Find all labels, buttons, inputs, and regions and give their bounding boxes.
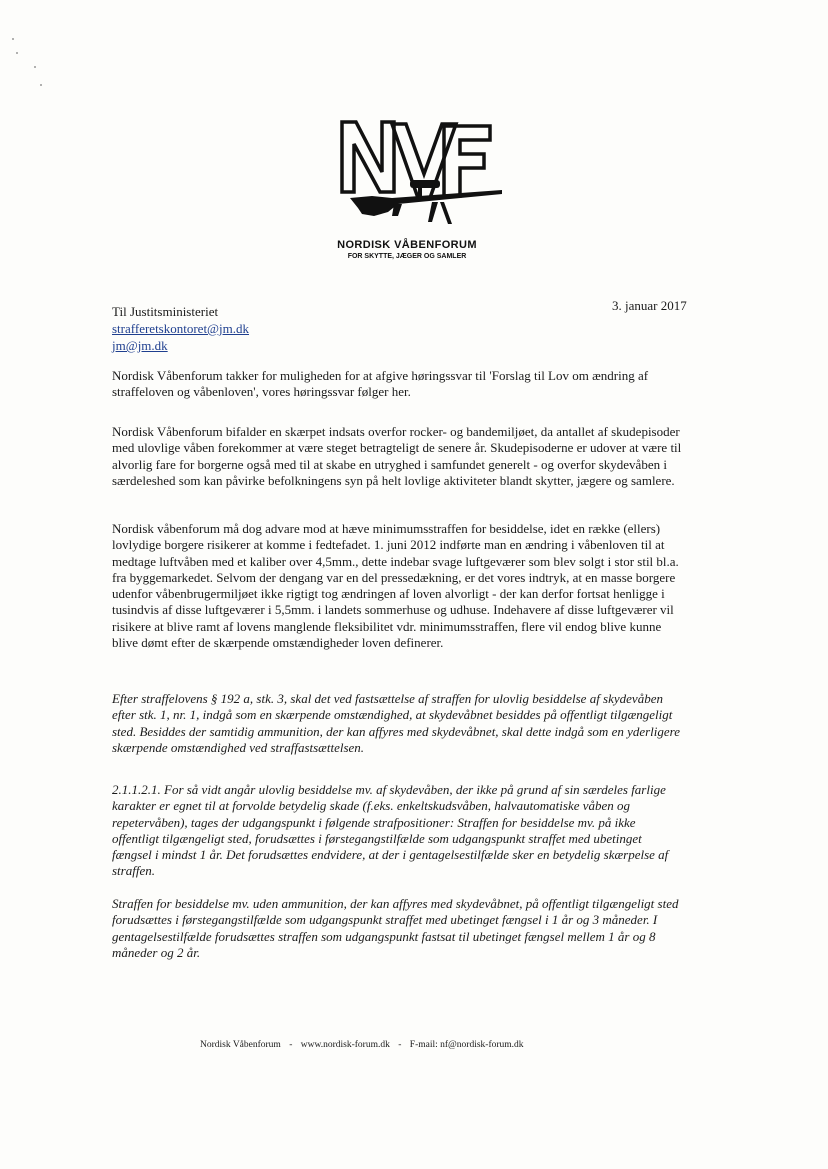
paragraph-text: Efter straffelovens § 192 a, stk. 3, skal det ved fastsættelse af straffen for ulovlig besiddelse af skydevåben efter stk. 1, nr. 1, indgå som en skærpende omstændighed, at skydevåbnet besiddes på offentligt tilgængeligt sted. Besiddes der samtidig ammunition, der kan affyres med skydevåbnet, skal dette indgå som en yderligere skærpende omstændighed ved straffastsættelsen.	[112, 691, 681, 755]
footer-separator: -	[289, 1040, 293, 1050]
paragraph-text: Straffen for besiddelse mv. uden ammunition, der kan affyres med skydevåbnet, på offentligt tilgængeligt sted forudsættes i førstegangstilfælde som udgangspunkt straffet med ubetinget fængsel i 1 år og 3 måneder. I gentagelsestilfælde forudsættes straffen som udgangspunkt fastsat til ubetinget fængsel mellem 1 år og 8 måneder og 2 år.	[112, 896, 679, 960]
body-paragraph	[112, 424, 682, 489]
body-paragraph-quote	[112, 691, 682, 756]
paragraph-text: Nordisk våbenforum må dog advare mod at hæve minimumsstraffen for besiddelse, idet en række (ellers) lovlydige borgere risikerer at komme i fedtefadet. 1. juni 2012 indførte man en ændring i våbenloven til at medtage luftvåben med et kaliber over 4,5mm., dette indebar svage luftgeværer som blev solgt i stor stil bl.a. fra byggemarkedet. Selvom der dengang var en del pressedækning, er det vores indtryk, at en masse borgere udenfor våbenbrugermiljøet ikke rigtigt tog ændringen af loven alvorligt - der kan derfor fortsat henligge i tusindvis af disse luftgeværer i 5,5mm. i landets sommerhuse og udhuse. Indehavere af disse luftgeværer vil risikere at blive ramt af lovens manglende fleksibilitet vdr. minimumsstraffen, flere vil endog blive kunne blive dømt efter de skærpende omstændigheder loven definerer.	[112, 521, 679, 651]
scan-speck	[16, 52, 18, 54]
footer-web: www.nordisk-forum.dk	[300, 1040, 390, 1050]
body-paragraph	[112, 368, 682, 401]
body-paragraph-quote	[112, 896, 682, 961]
scan-speck	[40, 84, 42, 86]
paragraph-text: Nordisk Våbenforum takker for muligheden for at afgive høringssvar til 'Forslag til Lov om ændring af straffeloven og våbenloven', vores høringssvar følger her.	[112, 368, 649, 400]
nvf-logo	[318, 112, 508, 272]
recipient-email-link-secondary[interactable]: jm@jm.dk	[112, 338, 168, 353]
scan-speck	[12, 38, 14, 40]
footer-separator: -	[398, 1040, 402, 1050]
body-paragraph	[112, 521, 682, 651]
scan-speck	[34, 66, 36, 68]
org-tagline: FOR SKYTTE, JÆGER OG SAMLER	[347, 253, 467, 260]
footer-email: F-mail: nf@nordisk-forum.dk	[409, 1040, 524, 1050]
letter-footer	[200, 1040, 600, 1050]
org-name: NORDISK VÅBENFORUM	[337, 239, 477, 251]
recipient-block	[112, 303, 249, 354]
nvf-rifle-logo-icon	[332, 112, 502, 237]
paragraph-text: 2.1.1.2.1. For så vidt angår ulovlig besiddelse mv. af skydevåben, der ikke på grund af sin særdeles farlige karakter er egnet til at forvolde betydelig skade (f.eks. enkeltskudsvåben, halvautomatiske våben og repetervåben), tages der udgangspunkt i følgende strafpositioner: Straffen for besiddelse mv. på ikke offentligt tilgængeligt sted, forudsættes i førstegangstilfælde som udgangspunkt straffet med ubetinget fængsel i mindst 1 år. Det forudsættes endvidere, at der i gentagelsestilfælde sker en betydelig skærpelse af straffen.	[112, 782, 669, 879]
recipient-email-link[interactable]: strafferetskontoret@jm.dk	[112, 321, 250, 336]
paragraph-text: Nordisk Våbenforum bifalder en skærpet indsats overfor rocker- og bandemiljøet, da antallet af skudepisoder med ulovlige våben forekommer at være steget betragteligt de senere år. Skudepisoderne er udover at være til alvorlig fare for borgerne også med til at skabe en utryghed i samfundet generelt - og overfor skydevåben i særdeleshed som kan påvirke befolkningens syn på helt lovlige aktiviteter blandt skytter, jægere og samlere.	[112, 424, 682, 488]
footer-org: Nordisk Våbenforum	[200, 1040, 281, 1050]
recipient-line: Til Justitsministeriet	[112, 304, 219, 319]
letter-date: 3. januar 2017	[612, 298, 687, 313]
body-paragraph-quote	[112, 782, 682, 880]
